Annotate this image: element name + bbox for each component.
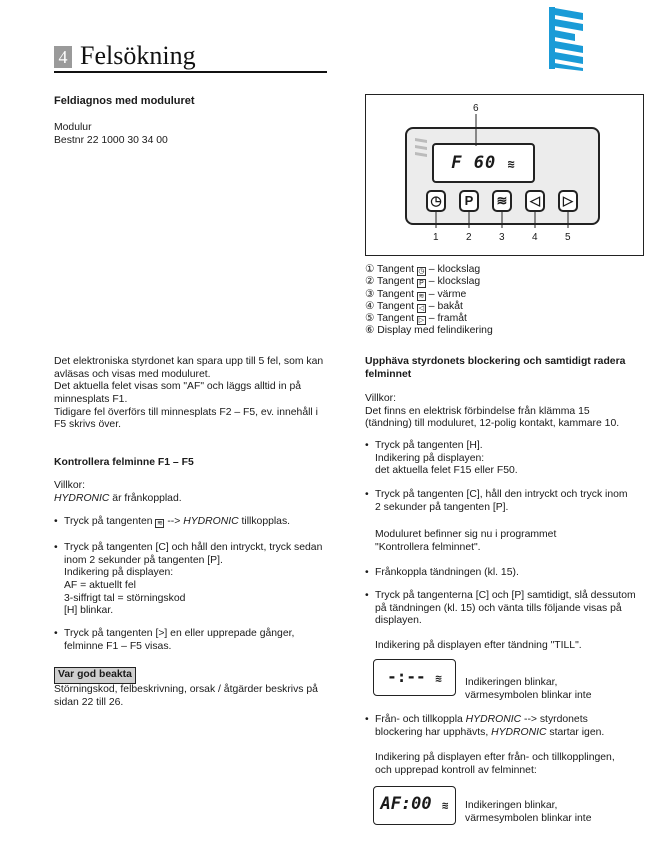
left-steps-2 [54,542,344,618]
intro-line: avläsas och visas med moduluret. [54,368,211,380]
left-conditions [54,480,182,505]
left-key-icon: ◁ [418,304,425,312]
clock-icon: ◷ [430,193,442,208]
note-line: Moduluret befinner sig nu i programmet [375,529,557,540]
clock-key-icon: ◷ [418,268,425,275]
list-item [365,567,645,580]
step-text: --> styrdonets [521,714,588,725]
note-line: "Kontrollera felminnet". [375,541,481,553]
conditions-label: Villkor: [365,393,396,404]
note-line: sidan 22 till 26. [54,696,124,708]
legend-desc: – bakåt [425,300,463,312]
legend-text: Tangent [377,264,415,275]
conditions-rest: är frånkopplad. [109,492,182,504]
step-line: inom 2 sekunder på tangenten [P]. [64,554,223,566]
display2-caption [375,752,645,777]
caption-line: Indikering på displayen efter från- och tillkopplingen, [375,752,615,763]
p-label: P [464,193,474,208]
legend-item [365,276,493,288]
display-example-2 [373,786,456,825]
legend-text: Tangent [377,276,415,288]
brand-name: HYDRONIC [491,726,547,738]
intro-line: Det elektroniska styrdonet kan spara upp till 5 fel, som kan [54,356,324,367]
p-key-icon: P [417,279,426,288]
intro-text [54,356,344,432]
legend-desc: – klockslag [425,276,481,288]
right-step-2 [365,489,645,514]
left-steps [54,516,344,529]
legend-desc: – framåt [425,313,467,325]
note-line: Indikeringen blinkar, [465,800,558,811]
step-line: • Tryck på tangenten [C], håll den intryckt och tryck inom [375,489,628,500]
legend-text: Tangent [377,300,415,312]
step-line: displayen. [375,615,422,627]
display-readout: F 60 [451,153,497,173]
right-icon: ▷ [563,193,573,208]
legend-num: ⑥ [365,325,375,337]
reset-title [365,356,645,381]
right-conditions [365,393,645,431]
eberspaecher-logo-icon [543,5,589,73]
right-step-3 [365,567,645,580]
callout-1: 1 [433,232,439,243]
legend-item [365,313,493,325]
conditions-line: (tändning) till moduluret, 12-polig kontakt, kammare 10. [365,418,620,430]
step2-note [375,529,645,554]
chapter-number: 4 [54,46,72,68]
conditions-line: Det finns en elektrisk förbindelse från klämma 15 [365,405,590,417]
legend-item [365,301,493,313]
display1-note [465,677,591,702]
check-memory-title: Kontrollera felminne F1 – F5 [54,457,194,468]
step-line: felminne F1 – F5 visas. [64,640,172,652]
left-icon: ◁ [530,193,540,208]
note-label: Var god beakta [54,667,136,684]
conditions-label: Villkor: [54,480,85,491]
legend-desc: – värme [425,288,467,300]
display-readout: AF:00 [380,794,432,814]
step-line [375,714,645,727]
heat-symbol-icon: ≋ [441,799,449,812]
right-step-1 [365,440,645,478]
callout-4: 4 [532,232,538,243]
legend-desc: – klockslag [425,264,481,275]
step-line: • Tryck på tangenterna [C] och [P] samtidigt, slå dessutom [375,590,636,601]
step-text: Tryck på tangenten [64,516,156,527]
reset-title-line: Upphäva styrdonets blockering och samtidigt radera [365,356,626,367]
legend-item [365,264,493,276]
caption-line: och upprepad kontroll av felminnet: [375,764,537,776]
step-line: 3-siffrigt tal = störningskod [64,592,186,604]
intro-line: Det aktuella felet visas som "AF" och läggs alltid in på [54,381,302,393]
step-text: startar igen. [546,726,605,738]
callout-5: 5 [565,232,571,243]
list-item [54,516,344,529]
right-step-5 [365,714,645,739]
note-line: värmesymbolen blinkar inte [465,812,592,824]
note-line: värmesymbolen blinkar inte [465,689,592,701]
list-item [54,628,344,653]
callout-2: 2 [466,232,472,243]
modulur-info [54,122,168,147]
legend-item [365,325,493,337]
brand-name: HYDRONIC [54,492,110,504]
legend-text: Tangent [377,313,415,325]
step-line: • Frånkoppla tändningen (kl. 15). [375,567,519,578]
step-text: Från- och tillkoppla [375,714,466,725]
list-item [365,489,645,514]
step-line: AF = aktuellt fel [64,580,136,592]
step-text: tillkopplas. [238,516,291,527]
legend-num: ② [365,276,375,288]
order-number: Bestnr 22 1000 30 34 00 [54,134,168,146]
callout-3: 3 [499,232,505,243]
step-text: --> [164,516,184,527]
heat-symbol-icon: ≋ [435,672,442,685]
step-text: blockering har upphävts, [375,726,492,738]
legend-text: Tangent [377,288,415,300]
step-line: Indikering på displayen: [375,452,485,464]
step-line [375,727,645,740]
legend-num: ④ [365,300,375,312]
right-key-icon: ▷ [418,317,425,325]
display-readout: -:-- [387,667,426,686]
legend-item [365,289,493,301]
heat-symbol-icon: ≋ [507,157,516,171]
display-example-1 [373,659,456,696]
note-line: Störningskod, felbeskrivning, orsak / åtgärder beskrivs på [54,684,318,695]
step-line: [H] blinkar. [64,605,114,617]
legend-num: ③ [365,288,375,300]
step-line: • Tryck på tangenten [H]. [375,440,483,451]
legend-num: ⑤ [365,313,375,325]
step-line: Indikering på displayen: [64,567,174,579]
step-line: • Tryck på tangenten [>] en eller upprepade gånger, [64,628,295,639]
header-divider [54,71,327,73]
step-line: 2 sekunder på tangenten [P]. [375,501,509,513]
list-item [54,542,344,618]
chapter-title: Felsökning [80,41,196,70]
note-text [54,684,344,709]
list-item [365,590,645,628]
list-item [365,714,645,739]
reset-title-line: felminnet [365,368,412,380]
modulur-label: Modulur [54,122,92,133]
legend-num: ① [365,264,375,275]
callout-6: 6 [473,103,479,114]
left-steps-3 [54,628,344,653]
brand-name: HYDRONIC [183,516,239,527]
right-step-4 [365,590,645,628]
display2-note [465,800,591,825]
intro-line: minnesplats F1. [54,394,128,406]
step-line: • Tryck på tangenten [C] och håll den intryckt, tryck sedan [64,542,323,553]
note-line: Indikeringen blinkar, [465,677,558,688]
intro-line: Tidigare fel överförs till minnesplats F2 – F5, ev. innehåll i [54,406,318,418]
intro-line: F5 skrivs över. [54,419,121,431]
step-line: på tändningen (kl. 15) och vänta tills följande visas på [375,602,622,614]
brand-name: HYDRONIC [465,714,522,725]
display1-caption: Indikering på displayen efter tändning "TILL". [375,640,582,651]
heat-key-icon: ≋ [157,520,163,527]
conditions-text [54,493,182,506]
heat-key-icon: ≋ [418,292,425,300]
legend-text: Display med felindikering [377,325,493,337]
heat-icon: ≋ [496,193,508,208]
step-line: det aktuella felet F15 eller F50. [375,465,518,477]
list-item [365,440,645,478]
section-title: Feldiagnos med moduluret [54,95,195,107]
key-legend [365,264,493,338]
